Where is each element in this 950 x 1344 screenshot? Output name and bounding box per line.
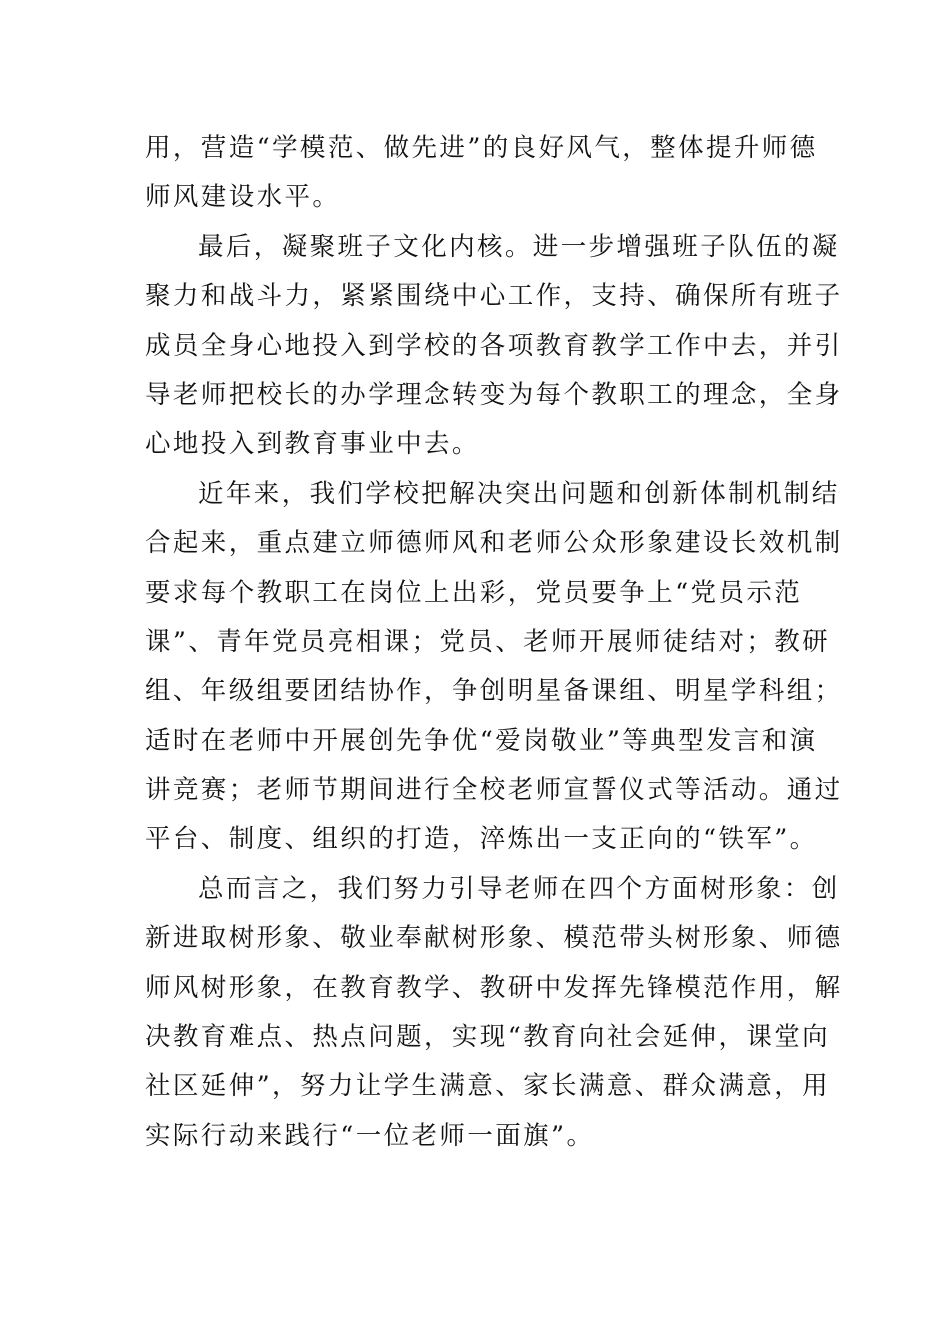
- text-line: 实际行动来践行“一位老师一面旗”。: [145, 1120, 595, 1151]
- paragraph-first-line: 总而言之，我们努力引导老师在四个方面树形象：创: [198, 873, 840, 904]
- text-line: 社区延伸”，努力让学生满意、家长满意、群众满意，用: [145, 1071, 831, 1102]
- text-line: 决教育难点、热点问题，实现“教育向社会延伸，课堂向: [145, 1022, 831, 1053]
- text-line: 导老师把校长的办学理念转变为每个教职工的理念，全身: [145, 379, 843, 410]
- text-line: 要求每个教职工在岗位上出彩，党员要争上“党员示范: [145, 577, 803, 608]
- paragraph-first-line: 近年来，我们学校把解决突出问题和创新体制机制结: [198, 478, 840, 509]
- text-line: 成员全身心地投入到学校的各项教育教学工作中去，并引: [145, 330, 843, 361]
- text-line: 心地投入到教育事业中去。: [145, 429, 480, 460]
- text-line: 新进取树形象、敬业奉献树形象、模范带头树形象、师德: [145, 923, 843, 954]
- text-line: 用，营造“学模范、做先进”的良好风气，整体提升师德: [145, 133, 818, 163]
- paragraph-first-line: 最后，凝聚班子文化内核。进一步增强班子队伍的凝: [198, 231, 840, 262]
- text-line: 聚力和战斗力，紧紧围绕中心工作，支持、确保所有班子: [145, 281, 843, 312]
- text-line: 讲竞赛；老师节期间进行全校老师宣誓仪式等活动。通过: [145, 775, 843, 806]
- text-line: 合起来，重点建立师德师风和老师公众形象建设长效机制: [145, 528, 843, 559]
- text-line: 师风树形象，在教育教学、教研中发挥先锋模范作用，解: [145, 972, 843, 1003]
- text-line: 课”、青年党员亮相课；党员、老师开展师徒结对；教研: [145, 626, 831, 657]
- text-line: 适时在老师中开展创先争优“爱岗敬业”等典型发言和演: [145, 725, 818, 756]
- text-line: 平台、制度、组织的打造，淬炼出一支正向的“铁军”。: [145, 824, 818, 855]
- body-text: [145, 124, 843, 1161]
- text-line: 组、年级组要团结协作，争创明星备课组、明星学科组；: [145, 676, 843, 707]
- text-line: 师风建设水平。: [145, 182, 341, 213]
